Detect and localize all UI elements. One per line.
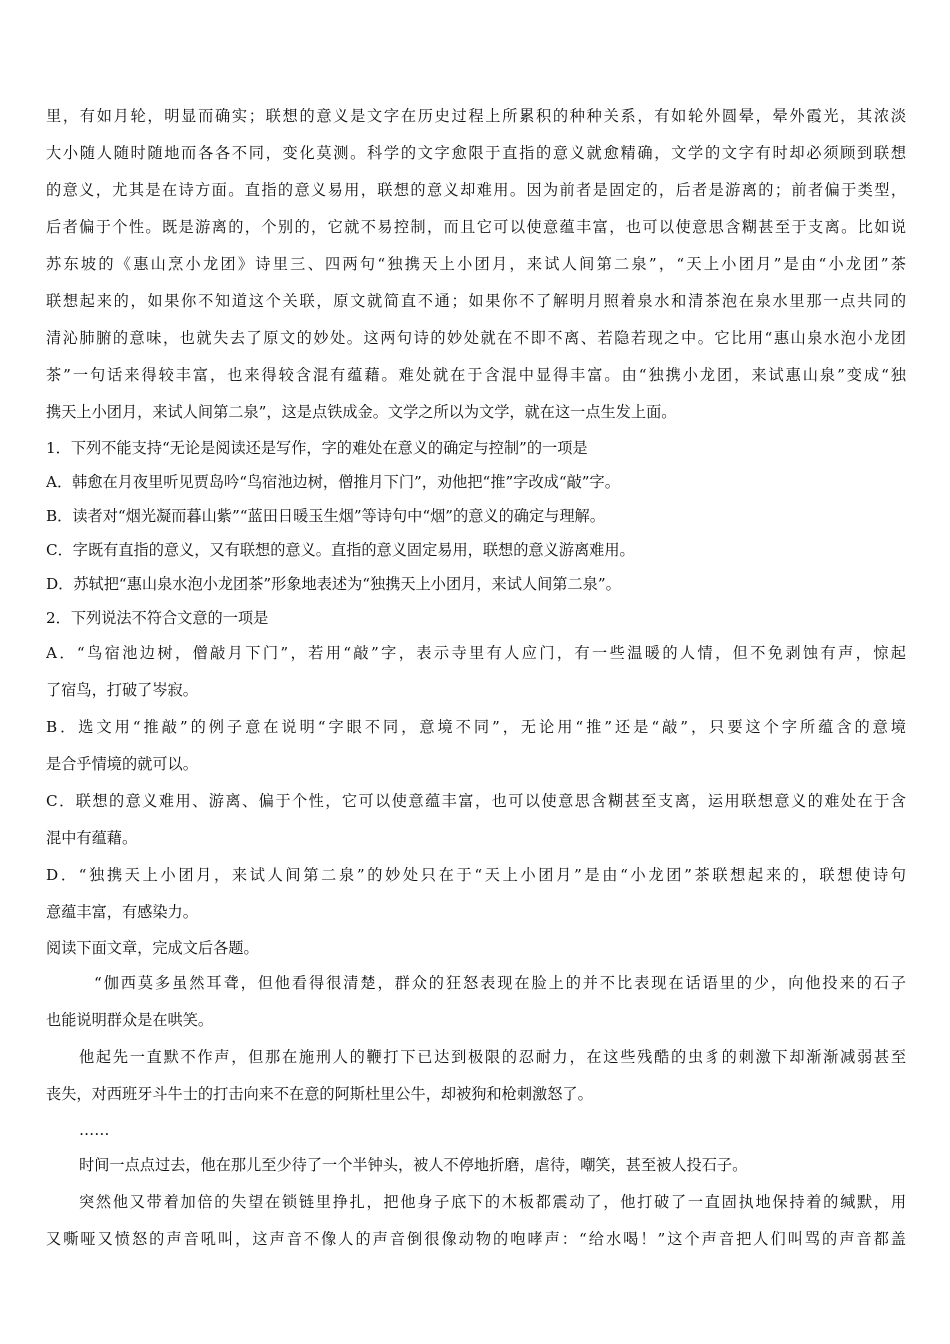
story-paragraph-1-cont: 也能说明群众是在哄笑。 — [46, 1011, 214, 1029]
question-2-option-b: B．选文用“推敲”的例子意在说明“字眼不同，意境不同”，无论用“推”还是“敲”，只要这个字所蕴含的意境 — [46, 718, 906, 736]
story-paragraph-4: 突然他又带着加倍的失望在锁链里挣扎，把他身子底下的木板都震动了，他打破了一直固执地保持着的缄默，用 — [79, 1193, 906, 1211]
question-2-option-d: D．“独携天上小团月，来试人间第二泉”的妙处只在于“天上小团月”是由“小龙团”茶联想起来的，联想使诗句 — [46, 866, 906, 884]
passage-line: 里，有如月轮，明显而确实；联想的意义是文字在历史过程上所累积的种种关系，有如轮外圆晕，晕外霞光，其浓淡 — [46, 107, 906, 125]
story-section — [46, 965, 906, 1258]
question-2-option-b-cont: 是合乎情境的就可以。 — [46, 755, 198, 773]
passage-line: 的意义，尤其是在诗方面。直指的意义易用，联想的意义却难用。因为前者是固定的，后者是游离的；前者偏于类型， — [46, 181, 906, 199]
passage-line: 茶”一句话来得较丰富，也来得较含混有蕴藉。难处就在于含混中显得丰富。由“独携小龙团，来试惠山泉”变成“独 — [46, 366, 906, 384]
story-ellipsis: …… — [79, 1121, 110, 1139]
passage-line: 苏东坡的《惠山烹小龙团》诗里三、四两句“独携天上小团月，来试人间第二泉”，“天上小团月”是由“小龙团”茶 — [46, 255, 906, 273]
question-1-stem: 1．下列不能支持“无论是阅读还是写作，字的难处在意义的确定与控制”的一项是 — [46, 439, 588, 457]
question-1-option-a: A．韩愈在月夜里听见贾岛吟“鸟宿池边树，僧推月下门”，劝他把“推”字改成“敲”字。 — [46, 473, 620, 491]
question-1-option-c: C．字既有直指的意义，又有联想的意义。直指的意义固定易用，联想的意义游离难用。 — [46, 541, 635, 559]
passage-section — [46, 98, 906, 431]
question-2-option-c-cont: 混中有蕴藉。 — [46, 829, 138, 847]
question-1 — [46, 431, 906, 601]
story-paragraph-1: “伽西莫多虽然耳聋，但他看得很清楚，群众的狂怒表现在脸上的并不比表现在话语里的少，向他投来的石子 — [94, 974, 906, 992]
story-paragraph-4-cont: 又嘶哑又愤怒的声音吼叫，这声音不像人的声音倒很像动物的咆哮声：“给水喝！”这个声音把人们叫骂的声音都盖 — [46, 1230, 906, 1248]
story-paragraph-2-cont: 丧失，对西班牙斗牛士的打击向来不在意的阿斯杜里公牛，却被狗和枪刺激怒了。 — [46, 1085, 593, 1103]
story-paragraph-2: 他起先一直默不作声，但那在施刑人的鞭打下已达到极限的忍耐力，在这些残酷的虫豸的刺激下却渐渐减弱甚至 — [79, 1048, 906, 1066]
passage-line: 携天上小团月，来试人间第二泉”，这是点铁成金。文学之所以为文学，就在这一点生发上面。 — [46, 403, 677, 421]
question-1-option-b: B．读者对“烟光凝而暮山紫”“蓝田日暖玉生烟”等诗句中“烟”的意义的确定与理解。 — [46, 507, 605, 525]
question-2 — [46, 601, 906, 931]
question-2-option-a: A．“鸟宿池边树，僧敲月下门”，若用“敲”字，表示寺里有人应门，有一些温暖的人情，但不免剥蚀有声，惊起 — [46, 644, 906, 662]
question-2-stem: 2．下列说法不符合文意的一项是 — [46, 609, 269, 627]
passage-line: 清沁肺腑的意味，也就失去了原文的妙处。这两句诗的妙处就在不即不离、若隐若现之中。它比用“惠山泉水泡小龙团 — [46, 329, 906, 347]
passage-line: 联想起来的，如果你不知道这个关联，原文就简直不通；如果你不了解明月照着泉水和清茶泡在泉水里那一点共同的 — [46, 292, 906, 310]
passage-line: 大小随人随时随地而各各不同，变化莫测。科学的文字愈限于直指的意义就愈精确，文学的文字有时却必须顾到联想 — [46, 144, 906, 162]
story-paragraph-3: 时间一点点过去，他在那儿至少待了一个半钟头，被人不停地折磨，虐待，嘲笑，甚至被人投石子。 — [79, 1156, 748, 1174]
question-1-option-d: D．苏轼把“惠山泉水泡小龙团茶”形象地表述为“独携天上小团月，来试人间第二泉”。 — [46, 575, 621, 593]
question-2-option-a-cont: 了宿鸟，打破了岑寂。 — [46, 681, 198, 699]
question-2-option-c: C．联想的意义难用、游离、偏于个性，它可以使意蕴丰富，也可以使意思含糊甚至支离，运用联想意义的难处在于含 — [46, 792, 906, 810]
question-2-option-d-cont: 意蕴丰富，有感染力。 — [46, 903, 198, 921]
passage-line: 后者偏于个性。既是游离的，个别的，它就不易控制，而且它可以使意蕴丰富，也可以使意思含糊甚至于支离。比如说 — [46, 218, 906, 236]
reading-instruction: 阅读下面文章，完成文后各题。 — [46, 939, 259, 957]
